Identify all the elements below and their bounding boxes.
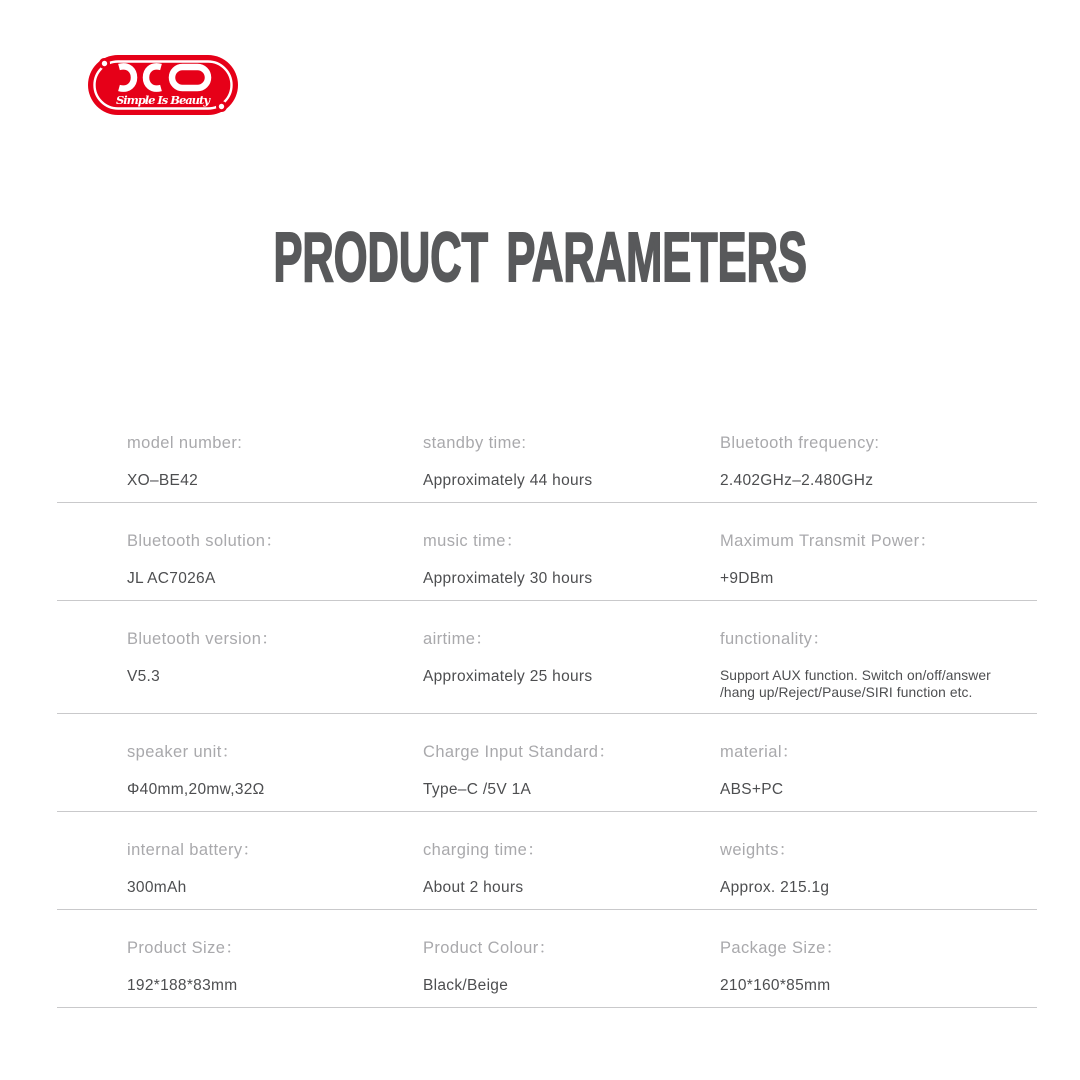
parameter-label: music time： [423, 532, 523, 550]
parameter-value: Φ40mm,20mw,32Ω [127, 781, 265, 798]
parameter-label: material： [720, 743, 799, 761]
parameter-value: 210*160*85mm [720, 977, 831, 994]
parameter-label: charging time： [423, 841, 545, 859]
parameter-label: Bluetooth solution： [127, 532, 283, 550]
parameter-cell-bluetooth-solution [127, 532, 423, 588]
parameter-label: Bluetooth version： [127, 630, 279, 648]
parameter-cell-weights [720, 841, 1037, 897]
parameter-value: XO–BE42 [127, 472, 199, 489]
xo-logo [88, 55, 238, 115]
parameter-row [57, 503, 1037, 601]
parameter-row [57, 405, 1037, 503]
parameter-value: Support AUX function. Switch on/off/answer /hang up/Reject/Pause/SIRI function etc. [720, 668, 991, 700]
parameter-value: Approx. 215.1g [720, 879, 830, 896]
parameter-label: model number: [127, 434, 243, 452]
parameter-value: JL AC7026A [127, 570, 216, 587]
parameter-cell-model-number [127, 434, 423, 490]
parameters-table [57, 405, 1037, 1008]
parameter-value: 2.402GHz–2.480GHz [720, 472, 874, 489]
parameter-label: speaker unit： [127, 743, 239, 761]
parameter-cell-functionality [720, 630, 1037, 701]
parameter-cell-package-size [720, 939, 1037, 995]
title-section [0, 218, 1080, 296]
logo-tagline: Simple Is Beauty [116, 93, 210, 107]
parameter-label: Bluetooth frequency: [720, 434, 880, 452]
parameter-value: Approximately 30 hours [423, 570, 593, 587]
parameter-cell-standby-time [423, 434, 720, 490]
parameter-label: Product Colour： [423, 939, 556, 957]
parameter-label: standby time: [423, 434, 527, 452]
parameter-cell-charging-time [423, 841, 720, 897]
parameter-cell-product-colour [423, 939, 720, 995]
parameter-cell-charge-input-standard [423, 743, 720, 799]
parameter-value: 300mAh [127, 879, 187, 896]
parameter-row [57, 812, 1037, 910]
logo-dot-top-left [102, 61, 107, 66]
parameter-value: Type–C /5V 1A [423, 781, 532, 798]
parameter-label: Product Size： [127, 939, 243, 957]
page-title: PRODUCT PARAMETERS [273, 218, 807, 296]
parameter-cell-material [720, 743, 1037, 799]
parameter-cell-music-time [423, 532, 720, 588]
parameter-value: +9DBm [720, 570, 774, 587]
parameter-label: weights： [720, 841, 796, 859]
parameter-value: ABS+PC [720, 781, 784, 798]
parameter-label: Maximum Transmit Power： [720, 532, 937, 550]
parameter-label: Charge Input Standard： [423, 743, 616, 761]
parameter-value: V5.3 [127, 668, 161, 685]
parameter-value: Black/Beige [423, 977, 509, 994]
parameter-cell-airtime [423, 630, 720, 701]
parameter-cell-bluetooth-version [127, 630, 423, 701]
parameter-label: airtime： [423, 630, 493, 648]
parameter-value: Approximately 25 hours [423, 668, 593, 685]
parameter-cell-maximum-transmit-power [720, 532, 1037, 588]
parameter-cell-product-size [127, 939, 423, 995]
parameter-value: About 2 hours [423, 879, 524, 896]
parameter-cell-speaker-unit [127, 743, 423, 799]
parameter-cell-internal-battery [127, 841, 423, 897]
parameter-row [57, 714, 1037, 812]
parameter-value: Approximately 44 hours [423, 472, 593, 489]
parameter-label: functionality： [720, 630, 830, 648]
parameter-value: 192*188*83mm [127, 977, 238, 994]
parameter-row [57, 601, 1037, 714]
parameter-cell-bluetooth-frequency [720, 434, 1037, 490]
parameter-label: internal battery： [127, 841, 260, 859]
parameter-label: Package Size： [720, 939, 843, 957]
logo-dot-bottom-right [219, 104, 224, 109]
parameter-row [57, 910, 1037, 1008]
